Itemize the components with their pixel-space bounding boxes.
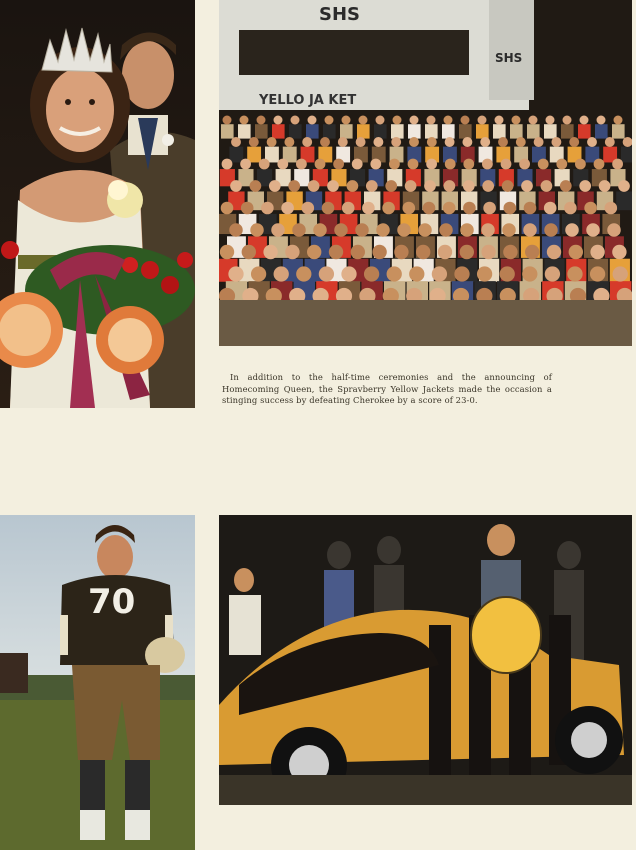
side-sign: SHS [495, 51, 523, 65]
press-box-sign: SHS [319, 4, 360, 25]
stands-crowd-photo [219, 0, 632, 346]
jersey-number: 70 [88, 582, 136, 622]
stadium-banner: YELLO JA KET [259, 93, 357, 108]
homecoming-queen-photo [0, 0, 195, 408]
yellow-jacket-car-photo [219, 515, 632, 805]
football-player-photo [0, 515, 195, 850]
photo-caption: In addition to the half-time ceremonies and the announcing of Homecoming Queen, the Spravberry Yellow Jackets made the occasion a stinging success by defeating Cherokee by a score of 23-0. [222, 372, 552, 406]
